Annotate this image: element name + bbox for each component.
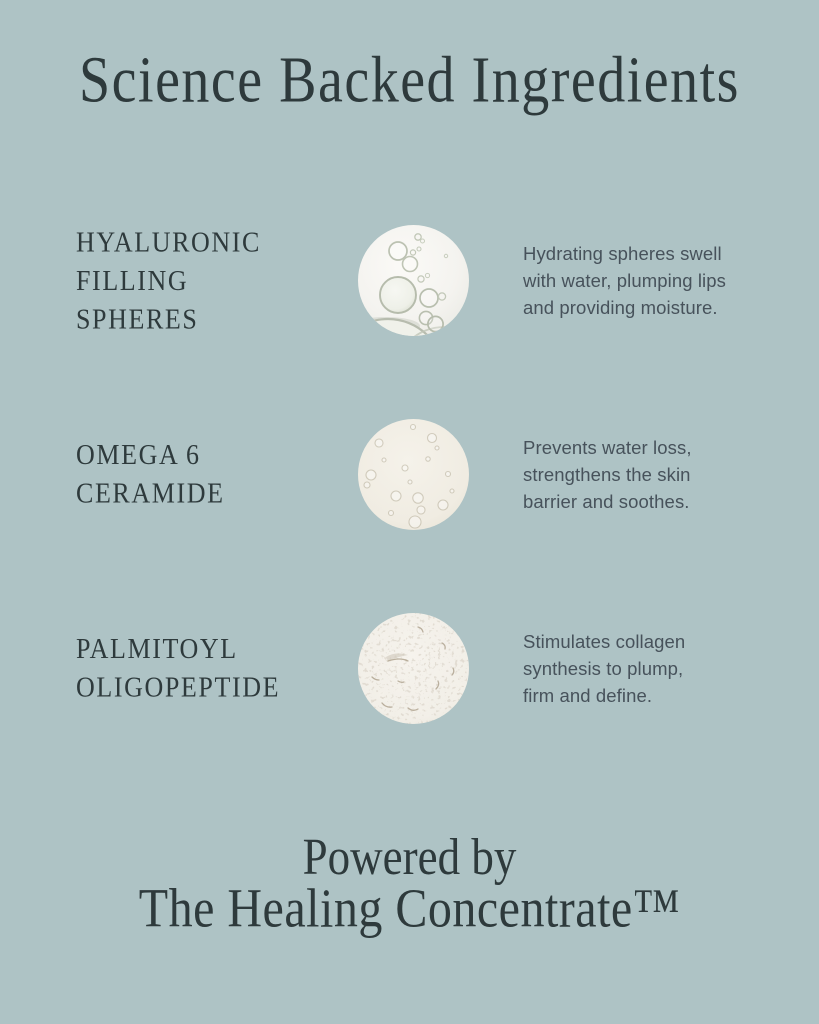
cream-droplets-swatch-image <box>358 419 469 530</box>
description-line: Hydrating spheres swell <box>523 242 722 264</box>
ingredient-name <box>76 436 358 513</box>
description-line: barrier and soothes. <box>523 490 690 512</box>
page-title: Science Backed Ingredients <box>79 43 740 117</box>
description-line: with water, plumping lips <box>523 269 727 291</box>
ingredient-name <box>76 630 358 707</box>
ingredient-row-omega <box>0 408 819 540</box>
gel-bubbles-swatch-image <box>358 225 469 336</box>
ingredient-description <box>523 240 761 321</box>
description-line: strengthens the skin <box>523 463 691 485</box>
ingredient-row-hyaluronic <box>0 214 819 346</box>
ingredient-description <box>523 628 761 709</box>
ingredient-name-line: SPHERES <box>76 302 199 335</box>
ingredient-name-line: CERAMIDE <box>76 477 225 510</box>
ingredient-row-palmitoyl <box>0 602 819 734</box>
description-line: Stimulates collagen <box>523 630 686 652</box>
footer <box>0 828 819 940</box>
description-line: Prevents water loss, <box>523 436 692 458</box>
ingredient-name <box>76 222 358 338</box>
powered-by-text: Powered by <box>302 828 517 886</box>
ingredient-name-line: OLIGOPEPTIDE <box>76 671 281 704</box>
ingredient-name-line: FILLING <box>76 264 189 296</box>
ingredient-description <box>523 434 761 515</box>
peptide-texture-swatch-image <box>358 613 469 724</box>
description-line: synthesis to plump, <box>523 657 684 679</box>
brand-name-text: The Healing Concentrate™ <box>138 878 681 940</box>
description-line: and providing moisture. <box>523 296 718 318</box>
ingredient-name-line: PALMITOYL <box>76 632 238 665</box>
ingredient-name-line: OMEGA 6 <box>76 438 201 471</box>
description-line: firm and define. <box>523 684 653 706</box>
ingredient-list <box>0 214 819 734</box>
ingredient-name-line: HYALURONIC <box>76 225 261 258</box>
